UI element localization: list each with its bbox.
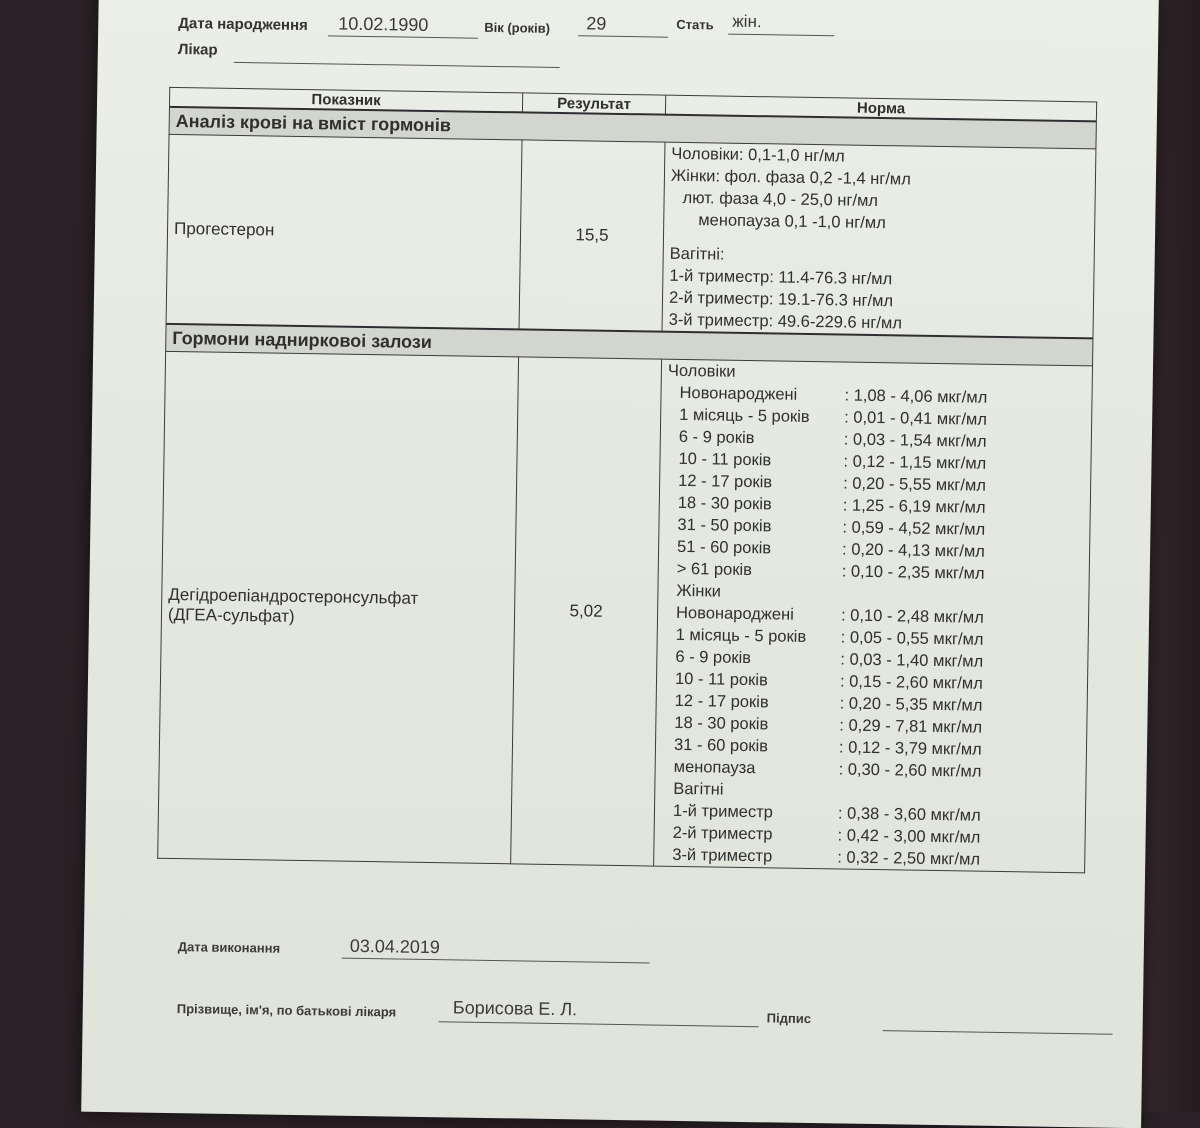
age-group: 12 - 17 років	[678, 471, 773, 492]
norm-list-women	[662, 602, 1083, 785]
exec-date-underline	[342, 958, 650, 964]
norm-group-label: Вагітні	[673, 779, 724, 799]
reference-range: : 0,10 - 2,35 мкг/мл	[841, 562, 985, 583]
reference-range: : 0,20 - 5,55 мкг/мл	[843, 474, 987, 495]
exec-date-label: Дата виконання	[177, 939, 281, 956]
dob-value: 10.02.1990	[338, 13, 429, 35]
norm-group-label: Чоловіки	[667, 361, 736, 381]
norm-line: менопауза 0,1 -1,0 нг/мл	[698, 211, 886, 233]
sex-label: Стать	[676, 16, 714, 33]
norm-line: 2-й триместр: 19.1-76.3 нг/мл	[668, 288, 894, 311]
age-group: 6 - 9 років	[678, 427, 755, 448]
age-group: 10 - 11 років	[678, 449, 772, 470]
indicator-name-line1: Дегідроепіандростеронсульфат	[168, 584, 419, 608]
norm-group-label: Вагітні:	[669, 244, 725, 264]
reference-range: : 0,29 - 7,81 мкг/мл	[839, 716, 983, 737]
reference-range: : 0,42 - 3,00 мкг/мл	[837, 826, 981, 847]
doctor-name-underline	[439, 1021, 759, 1027]
age-group: 51 - 60 років	[676, 537, 772, 558]
reference-range: : 0,03 - 1,54 мкг/мл	[843, 430, 987, 451]
col-norm-header: Норма	[665, 95, 1096, 121]
table-row-progesterone	[166, 134, 1096, 338]
doctor-underline	[234, 62, 560, 68]
doctor-label: Лікар	[177, 40, 218, 59]
section-title: Гормони наднирковоі залози	[166, 324, 1093, 366]
reference-range: : 0,20 - 4,13 мкг/мл	[841, 540, 986, 561]
norm-list-men	[665, 382, 1086, 587]
age-group: 31 - 60 років	[673, 735, 769, 756]
results-table	[157, 87, 1097, 873]
sex-underline	[728, 34, 834, 37]
reference-range: : 0,59 - 4,52 мкг/мл	[842, 518, 986, 539]
age-group: 18 - 30 років	[677, 493, 772, 514]
age-group: 1 місяць - 5 років	[675, 625, 807, 646]
age-group: > 61 років	[676, 559, 753, 580]
norm-list-pregnant	[660, 800, 1079, 873]
norm-cell	[662, 142, 1096, 338]
indicator-name: Прогестерон	[166, 134, 522, 329]
signature-label: Підпис	[766, 1010, 812, 1027]
reference-range: : 0,12 - 3,79 мкг/мл	[838, 738, 982, 759]
reference-range: : 1,08 - 4,06 мкг/мл	[844, 386, 988, 407]
section-title: Аналіз крові на вміст гормонів	[169, 107, 1096, 149]
reference-range: : 0,01 - 0,41 мкг/мл	[844, 408, 988, 429]
norm-line: Жінки: фол. фаза 0,2 -1,4 нг/мл	[670, 166, 911, 189]
reference-range: : 0,03 - 1,40 мкг/мл	[840, 650, 984, 671]
age-group: 2-й триместр	[672, 823, 773, 844]
reference-range: : 0,15 - 2,60 мкг/мл	[839, 672, 983, 693]
doctor-name-label: Прізвище, ім'я, по батькові лікаря	[176, 1001, 397, 1020]
norm-line: лют. фаза 4,0 - 25,0 нг/мл	[682, 188, 879, 211]
indicator-name	[158, 351, 519, 863]
age-group: менопауза	[673, 757, 756, 778]
norm-cell	[654, 359, 1093, 873]
norm-line: Чоловіки: 0,1-1,0 нг/мл	[671, 144, 845, 166]
sex-value: жін.	[732, 11, 762, 32]
signature-underline	[883, 1030, 1113, 1035]
age-group: 6 - 9 років	[675, 647, 752, 668]
col-result-header: Результат	[522, 93, 665, 115]
result-value: 15,5	[519, 140, 665, 332]
age-label: Вік (років)	[484, 19, 551, 36]
exec-date-value: 03.04.2019	[349, 935, 441, 958]
age-group: Новонароджені	[675, 603, 794, 624]
age-group: 18 - 30 років	[674, 713, 769, 734]
age-group: 3-й триместр	[672, 845, 773, 866]
age-group: 31 - 50 років	[677, 515, 772, 536]
age-group: 12 - 17 років	[674, 691, 769, 712]
reference-range: : 0,10 - 2,48 мкг/мл	[840, 606, 984, 627]
age-group: 10 - 11 років	[674, 669, 768, 690]
norm-line: 1-й триместр: 11.4-76.3 нг/мл	[669, 266, 893, 289]
reference-range: : 1,25 - 6,19 мкг/мл	[842, 496, 986, 517]
dob-label: Дата народження	[178, 14, 309, 35]
lab-report-sheet	[81, 0, 1159, 1128]
reference-range: : 0,12 - 1,15 мкг/мл	[843, 452, 987, 473]
age-group: Новонароджені	[679, 383, 798, 404]
norm-line: 3-й триместр: 49.6-229.6 нг/мл	[668, 310, 903, 333]
reference-range: : 0,05 - 0,55 мкг/мл	[840, 628, 984, 649]
indicator-name-line2: (ДГЕА-сульфат)	[167, 604, 295, 626]
age-underline	[578, 35, 668, 37]
dob-underline	[328, 35, 478, 38]
reference-range: : 0,30 - 2,60 мкг/мл	[838, 760, 982, 781]
doctor-name-value: Борисова Е. Л.	[452, 997, 578, 1020]
age-value: 29	[586, 13, 607, 34]
reference-range: : 0,32 - 2,50 мкг/мл	[837, 848, 981, 869]
age-group: 1 місяць - 5 років	[679, 405, 810, 426]
col-indicator-header: Показник	[169, 87, 522, 112]
reference-range: : 0,20 - 5,35 мкг/мл	[839, 694, 983, 715]
age-group: 1-й триместр	[672, 801, 774, 822]
result-value: 5,02	[511, 357, 662, 866]
table-row-dhea	[158, 351, 1093, 872]
norm-group-label: Жінки	[676, 581, 722, 601]
reference-range: : 0,38 - 3,60 мкг/мл	[837, 804, 981, 825]
